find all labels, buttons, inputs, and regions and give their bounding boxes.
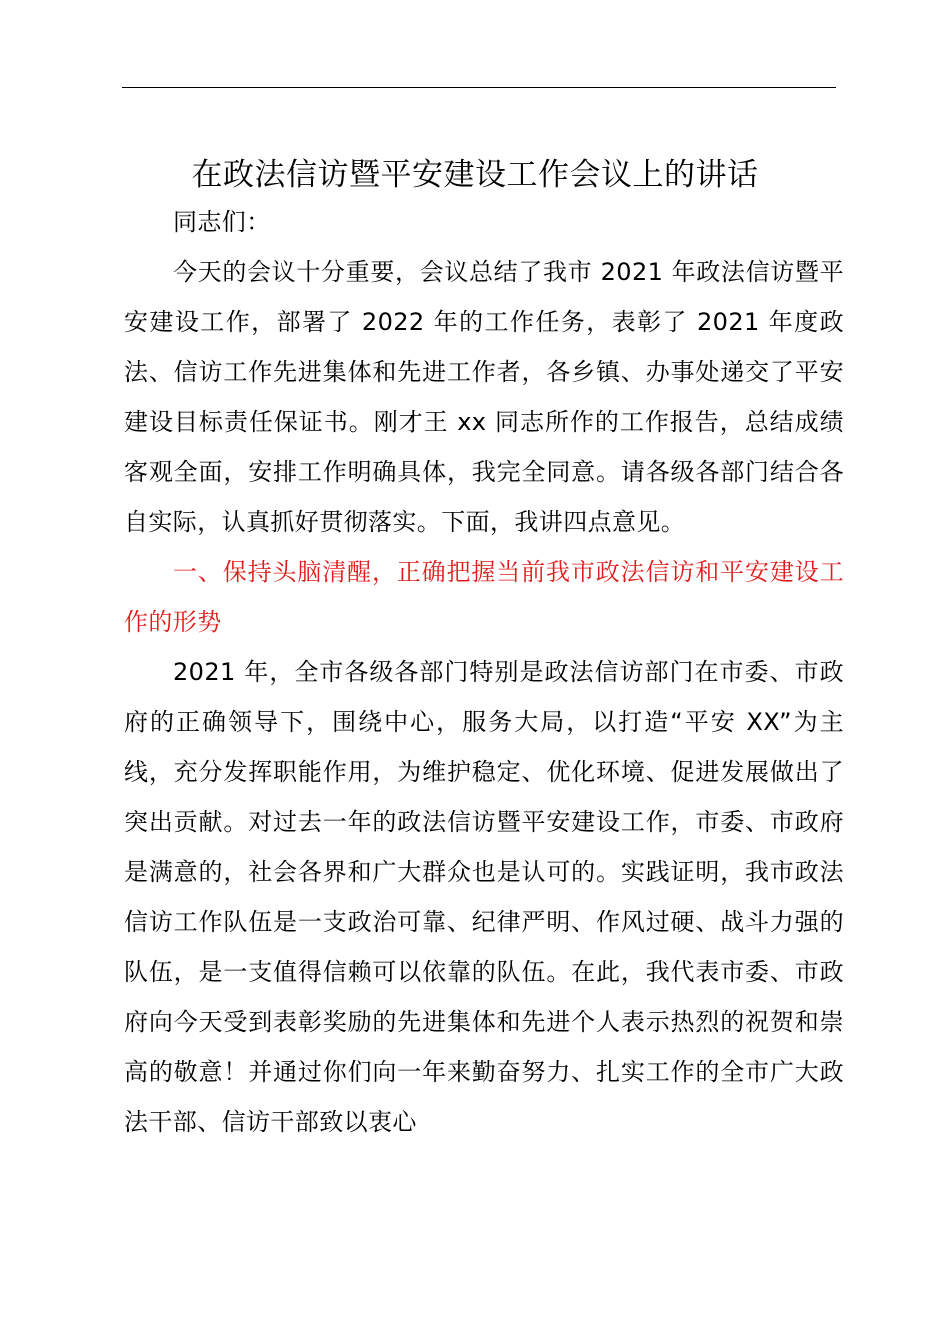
- header-rule: [122, 87, 836, 88]
- salutation: 同志们：: [173, 208, 271, 236]
- paragraph-intro: 今天的会议十分重要，会议总结了我市 2021 年政法信访暨平安建设工作，部署了 2022 年的工作任务，表彰了 2021 年度政法、信访工作先进集体和先进工作者，各乡镇、办事处递交了平安建设目标责任保证书。刚才王 xx 同志所作的工作报告，总结成绩客观全面，安排工作明确具体，我完全同意。请各级各部门结合各自实际，认真抓好贯彻落实。下面，我讲四点意见。: [124, 258, 844, 536]
- document-title: 在政法信访暨平安建设工作会议上的讲话: [191, 157, 759, 193]
- document-body: [124, 197, 844, 1147]
- paragraph-section-1: 2021 年，全市各级各部门特别是政法信访部门在市委、市政府的正确领导下，围绕中心，服务大局，以打造“平安 XX”为主线，充分发挥职能作用，为维护稳定、优化环境、促进发展做出了突出贡献。对过去一年的政法信访暨平安建设工作，市委、市政府是满意的，社会各界和广大群众也是认可的。实践证明，我市政法信访工作队伍是一支政治可靠、纪律严明、作风过硬、战斗力强的队伍，是一支值得信赖可以依靠的队伍。在此，我代表市委、市政府向今天受到表彰奖励的先进集体和先进个人表示热烈的祝贺和崇高的敬意！并通过你们向一年来勤奋努力、扎实工作的全市广大政法干部、信访干部致以衷心: [124, 658, 844, 1136]
- section-heading-1: 一、保持头脑清醒，正确把握当前我市政法信访和平安建设工作的形势: [124, 558, 844, 636]
